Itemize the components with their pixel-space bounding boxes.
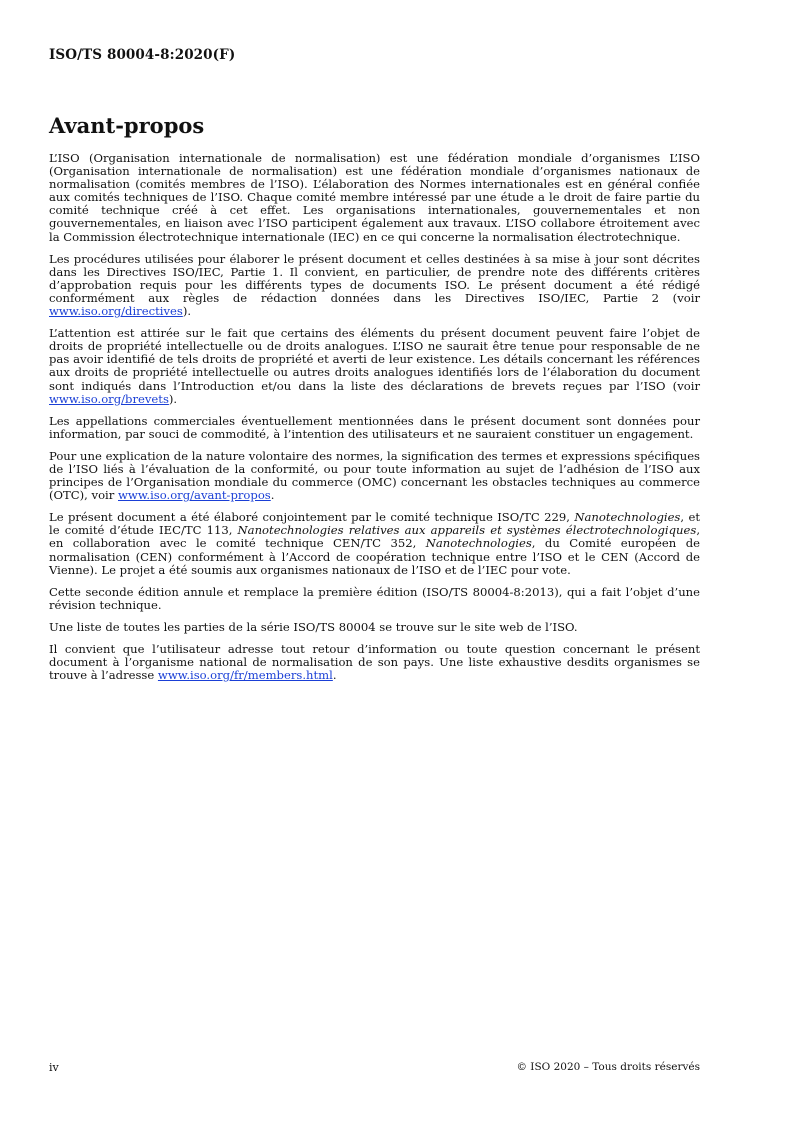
paragraph-procedures: [49, 253, 700, 318]
foreword-body: [49, 152, 700, 691]
paragraph-feedback: [49, 643, 700, 682]
copyright-notice: © ISO 2020 – Tous droits réservés: [516, 1061, 700, 1073]
paragraph-voluntary-nature: [49, 450, 700, 502]
avant-propos-link[interactable]: www.iso.org/avant-propos: [118, 488, 271, 503]
paragraph-text: .: [270, 488, 275, 503]
paragraph-patent-rights: [49, 327, 700, 406]
paragraph-text: , du Comité européen de normalisation (CEN) conformément à l’Accord de coopération technique entre l’ISO et le CEN (Accord de Vienne). Le projet a été soumis aux organismes nationaux de l’ISO et de l’IEC pour vote.: [49, 536, 700, 577]
brevets-link[interactable]: www.iso.org/brevets: [49, 391, 169, 406]
paragraph-text: Pour une explication de la nature volontaire des normes, la signification des termes et expressions spécifiques de l’ISO liés à l’évaluation de la conformité, ou pour toute information au sujet de l’adhésion de l’ISO aux principes de l’Organisation mondiale du commerce (OMC) concernant les obstacles techniques au commerce (OTC), voir: [49, 448, 700, 503]
paragraph-text: , et le comité d’étude IEC/TC 113,: [49, 510, 700, 538]
paragraph-text: , en collaboration avec le comité technique CEN/TC 352,: [49, 523, 700, 551]
paragraph-edition: Cette seconde édition annule et remplace la première édition (ISO/TS 80004-8:2013), qui a fait l’objet d’une révision technique.: [49, 584, 700, 612]
paragraph-committees: [49, 511, 700, 576]
document-id-header: ISO/TS 80004-8:2020(F): [49, 47, 236, 63]
paragraph-text: Les procédures utilisées pour élaborer le présent document et celles destinées à sa mise à jour sont décrites dans les Directives ISO/IEC, Partie 1. Il convient, en particulier, de prendre note des différents critères d’approbation requis pour les différents types de documents ISO. Le présent document a été rédigé conformément aux règles de rédaction données dans les Directives ISO/IEC, Partie 2 (voir: [49, 251, 700, 305]
paragraph-series-list: Une liste de toutes les parties de la série ISO/TS 80004 se trouve sur le site web de l’ISO.: [49, 619, 578, 634]
directives-link[interactable]: www.iso.org/directives: [49, 304, 183, 319]
paragraph-text: ).: [168, 391, 178, 406]
committee-name-italic: Nanotechnologies: [574, 510, 681, 525]
paragraph-text: ).: [182, 304, 192, 319]
page-number: iv: [49, 1061, 59, 1074]
paragraph-text: Il convient que l’utilisateur adresse tout retour d’information ou toute question concernant le présent document à l’organisme national de normalisation de son pays. Une liste exhaustive desdits organismes se trouve à l’adresse: [49, 642, 700, 683]
paragraph-text: Le présent document a été élaboré conjointement par le comité technique ISO/TC 229,: [49, 510, 575, 525]
committee-name-italic: Nanotechnologies relatives aux appareils et systèmes électrotechnologiques: [237, 523, 697, 538]
committee-name-italic: Nanotechnologies: [425, 536, 532, 551]
paragraph-text: .: [332, 668, 337, 683]
members-link[interactable]: www.iso.org/fr/members.html: [157, 668, 333, 683]
paragraph-text: L’attention est attirée sur le fait que certains des éléments du présent document peuvent faire l’objet de droits de propriété intellectuelle ou de droits analogues. L’ISO ne saurait être tenue pour responsable de ne pas avoir identifié de tels droits de propriété et averti de leur existence. Les détails concernant les références aux droits de propriété intellectuelle ou autres droits analogues identifiés lors de l’élaboration du document sont indiqués dans l’Introduction et/ou dans la liste des déclarations de brevets reçues par l’ISO (voir: [49, 326, 700, 393]
page-title: Avant-propos: [49, 113, 205, 138]
paragraph-trade-names: Les appellations commerciales éventuellement mentionnées dans le présent document sont données pour information, par souci de commodité, à l’intention des utilisateurs et ne sauraient constituer un engagement.: [49, 413, 700, 441]
paragraph-iso-organisation: L’ISO (Organisation internationale de normalisation) est une fédération mondiale d’organismes L’ISO (Organisation internationale de normalisation) est une fédération mondiale d’organismes nationaux de normalisation (comités membres de l’ISO). L’élaboration des Normes internationales est en général confiée aux comités techniques de l’ISO. Chaque comité membre intéressé par une étude a le droit de faire partie du comité technique créé à cet effet. Les organisations internationales, gouvernementales et non gouvernementales, en liaison avec l’ISO participent également aux travaux. L’ISO collabore étroitement avec la Commission électrotechnique internationale (IEC) en ce qui concerne la normalisation électrotechnique.: [49, 151, 700, 244]
